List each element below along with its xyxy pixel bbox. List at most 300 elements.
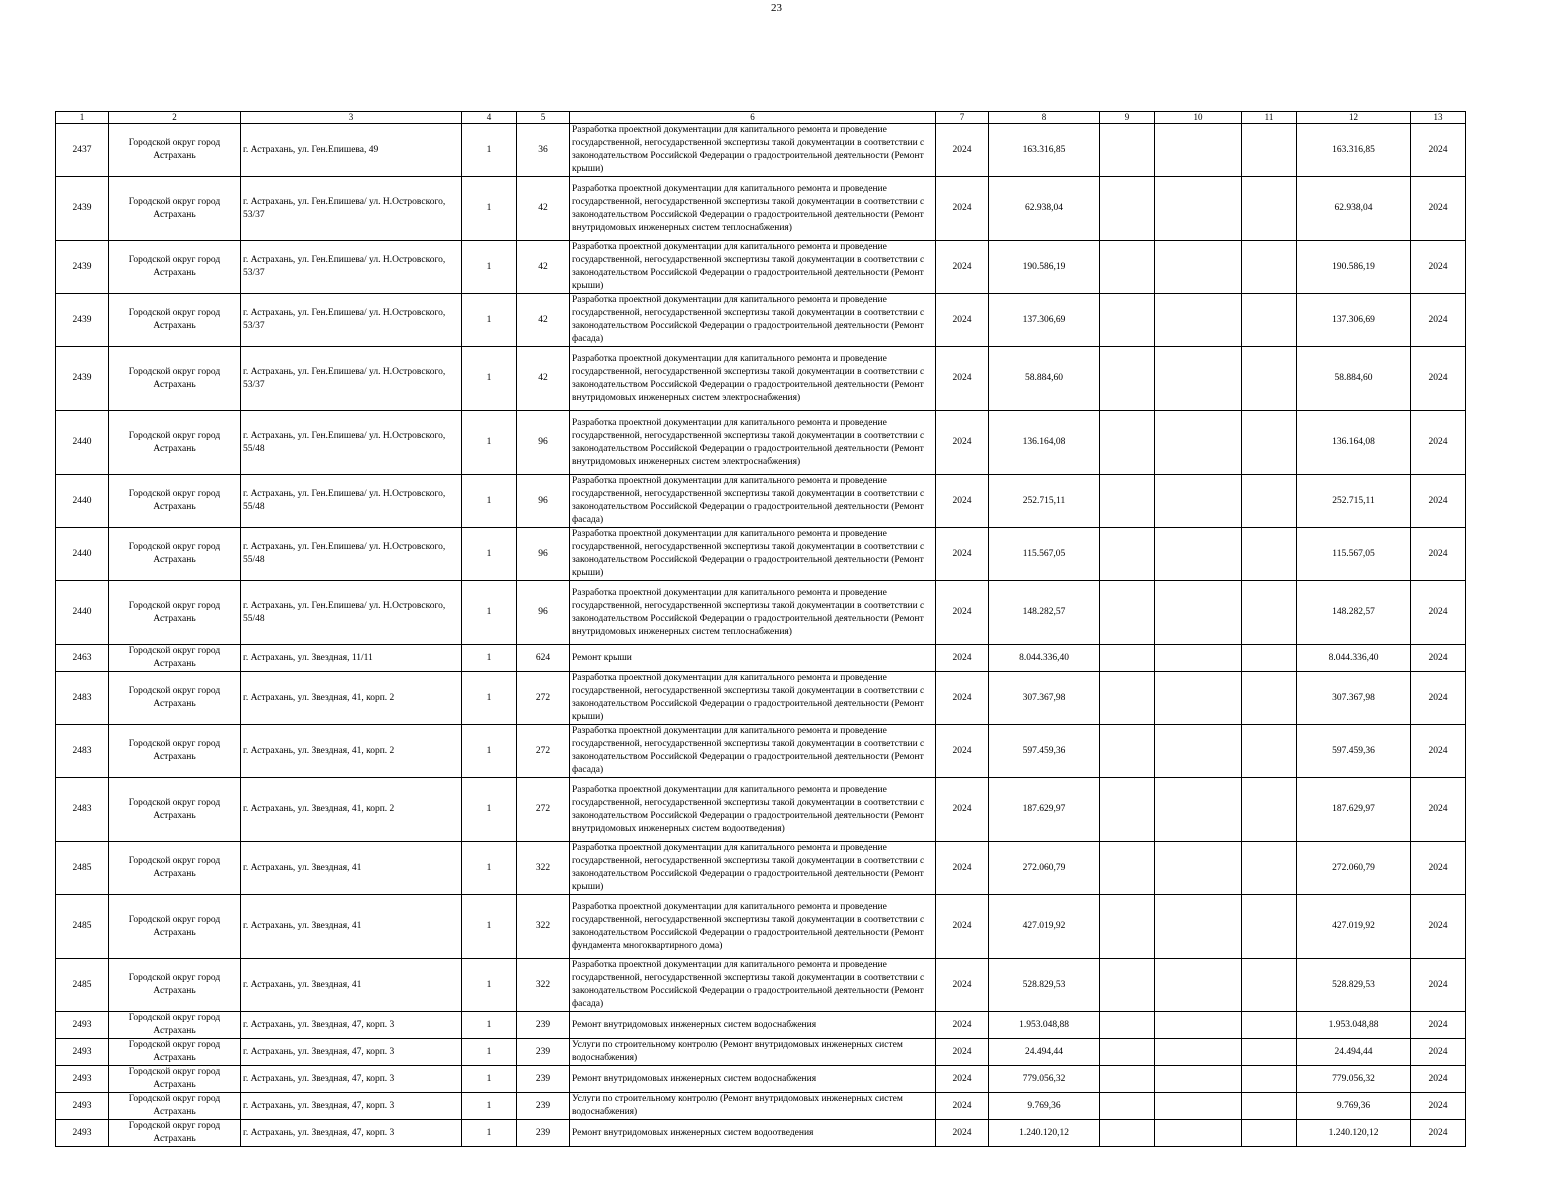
total-cell: 272.060,79 (1297, 842, 1411, 895)
column-9-cell (1100, 1093, 1155, 1120)
amount-cell: 163.316,85 (989, 124, 1100, 177)
completion-year-cell: 2024 (1411, 672, 1466, 725)
column-4-cell: 1 (462, 241, 517, 294)
work-description-cell: Разработка проектной документации для капитального ремонта и проведение государственной, негосударственной экспертизы такой документации в соответствии с законодательством Российской Федерации о градостроительной деятельности (Ремонт внутридомовых инженерных систем электроснабжения) (570, 347, 936, 411)
column-9-cell (1100, 725, 1155, 778)
total-cell: 1.953.048,88 (1297, 1012, 1411, 1039)
work-description-cell: Разработка проектной документации для капитального ремонта и проведение государственной, негосударственной экспертизы такой документации в соответствии с законодательством Российской Федерации о градостроительной деятельности (Ремонт крыши) (570, 672, 936, 725)
address-cell: г. Астрахань, ул. Ген.Епишева/ ул. Н.Островского, 53/37 (241, 294, 462, 347)
column-11-cell (1242, 294, 1297, 347)
year-cell: 2024 (936, 1066, 989, 1093)
total-cell: 163.316,85 (1297, 124, 1411, 177)
municipality-cell: Городской округ город Астрахань (109, 725, 241, 778)
column-header: 5 (517, 112, 570, 124)
address-cell: г. Астрахань, ул. Звездная, 47, корп. 3 (241, 1066, 462, 1093)
municipality-cell: Городской округ город Астрахань (109, 1012, 241, 1039)
address-cell: г. Астрахань, ул. Ген.Епишева/ ул. Н.Островского, 53/37 (241, 241, 462, 294)
amount-cell: 58.884,60 (989, 347, 1100, 411)
row-id-cell: 2440 (56, 528, 109, 581)
total-cell: 779.056,32 (1297, 1066, 1411, 1093)
completion-year-cell: 2024 (1411, 725, 1466, 778)
column-4-cell: 1 (462, 475, 517, 528)
column-header: 4 (462, 112, 517, 124)
address-cell: г. Астрахань, ул. Звездная, 41 (241, 895, 462, 959)
completion-year-cell: 2024 (1411, 581, 1466, 645)
municipality-cell: Городской округ город Астрахань (109, 959, 241, 1012)
column-4-cell: 1 (462, 124, 517, 177)
year-cell: 2024 (936, 895, 989, 959)
column-4-cell: 1 (462, 842, 517, 895)
column-11-cell (1242, 725, 1297, 778)
column-4-cell: 1 (462, 347, 517, 411)
municipality-cell: Городской округ город Астрахань (109, 1120, 241, 1147)
year-cell: 2024 (936, 347, 989, 411)
completion-year-cell: 2024 (1411, 778, 1466, 842)
municipality-cell: Городской округ город Астрахань (109, 581, 241, 645)
table-row (56, 1066, 1466, 1093)
column-10-cell (1155, 528, 1242, 581)
table-row (56, 581, 1466, 645)
total-cell: 136.164,08 (1297, 411, 1411, 475)
amount-cell: 272.060,79 (989, 842, 1100, 895)
work-description-cell: Разработка проектной документации для капитального ремонта и проведение государственной, негосударственной экспертизы такой документации в соответствии с законодательством Российской Федерации о градостроительной деятельности (Ремонт крыши) (570, 241, 936, 294)
column-4-cell: 1 (462, 1120, 517, 1147)
work-description-cell: Ремонт внутридомовых инженерных систем водоснабжения (570, 1012, 936, 1039)
row-id-cell: 2485 (56, 959, 109, 1012)
column-5-cell: 96 (517, 411, 570, 475)
capital-repair-table (55, 111, 1466, 1147)
column-5-cell: 322 (517, 895, 570, 959)
column-4-cell: 1 (462, 294, 517, 347)
column-5-cell: 42 (517, 241, 570, 294)
completion-year-cell: 2024 (1411, 411, 1466, 475)
work-description-cell: Разработка проектной документации для капитального ремонта и проведение государственной, негосударственной экспертизы такой документации в соответствии с законодательством Российской Федерации о градостроительной деятельности (Ремонт крыши) (570, 124, 936, 177)
table-row (56, 1120, 1466, 1147)
column-header: 12 (1297, 112, 1411, 124)
column-9-cell (1100, 347, 1155, 411)
completion-year-cell: 2024 (1411, 241, 1466, 294)
column-10-cell (1155, 895, 1242, 959)
address-cell: г. Астрахань, ул. Ген.Епишева/ ул. Н.Островского, 53/37 (241, 177, 462, 241)
column-4-cell: 1 (462, 177, 517, 241)
year-cell: 2024 (936, 1012, 989, 1039)
column-header: 8 (989, 112, 1100, 124)
column-4-cell: 1 (462, 1066, 517, 1093)
year-cell: 2024 (936, 1039, 989, 1066)
column-9-cell (1100, 1120, 1155, 1147)
column-9-cell (1100, 177, 1155, 241)
column-4-cell: 1 (462, 895, 517, 959)
completion-year-cell: 2024 (1411, 177, 1466, 241)
column-4-cell: 1 (462, 411, 517, 475)
table-row (56, 124, 1466, 177)
row-id-cell: 2439 (56, 177, 109, 241)
column-5-cell: 239 (517, 1039, 570, 1066)
column-header: 13 (1411, 112, 1466, 124)
municipality-cell: Городской округ город Астрахань (109, 778, 241, 842)
work-description-cell: Разработка проектной документации для капитального ремонта и проведение государственной, негосударственной экспертизы такой документации в соответствии с законодательством Российской Федерации о градостроительной деятельности (Ремонт внутридомовых инженерных систем электроснабжения) (570, 411, 936, 475)
amount-cell: 1.953.048,88 (989, 1012, 1100, 1039)
year-cell: 2024 (936, 241, 989, 294)
work-description-cell: Услуги по строительному контролю (Ремонт внутридомовых инженерных систем водоснабжения) (570, 1039, 936, 1066)
year-cell: 2024 (936, 294, 989, 347)
column-header: 10 (1155, 112, 1242, 124)
work-description-cell: Ремонт внутридомовых инженерных систем водоотведения (570, 1120, 936, 1147)
column-10-cell (1155, 959, 1242, 1012)
municipality-cell: Городской округ город Астрахань (109, 842, 241, 895)
municipality-cell: Городской округ город Астрахань (109, 1066, 241, 1093)
column-4-cell: 1 (462, 645, 517, 672)
work-description-cell: Разработка проектной документации для капитального ремонта и проведение государственной, негосударственной экспертизы такой документации в соответствии с законодательством Российской Федерации о градостроительной деятельности (Ремонт фасада) (570, 475, 936, 528)
row-id-cell: 2493 (56, 1012, 109, 1039)
total-cell: 148.282,57 (1297, 581, 1411, 645)
column-10-cell (1155, 294, 1242, 347)
row-id-cell: 2440 (56, 411, 109, 475)
address-cell: г. Астрахань, ул. Звездная, 47, корп. 3 (241, 1039, 462, 1066)
work-description-cell: Ремонт внутридомовых инженерных систем водоснабжения (570, 1066, 936, 1093)
column-11-cell (1242, 645, 1297, 672)
column-11-cell (1242, 475, 1297, 528)
address-cell: г. Астрахань, ул. Звездная, 41, корп. 2 (241, 778, 462, 842)
work-description-cell: Разработка проектной документации для капитального ремонта и проведение государственной, негосударственной экспертизы такой документации в соответствии с законодательством Российской Федерации о градостроительной деятельности (Ремонт крыши) (570, 528, 936, 581)
column-5-cell: 42 (517, 294, 570, 347)
column-header: 11 (1242, 112, 1297, 124)
year-cell: 2024 (936, 1120, 989, 1147)
amount-cell: 148.282,57 (989, 581, 1100, 645)
address-cell: г. Астрахань, ул. Звездная, 41 (241, 959, 462, 1012)
column-5-cell: 239 (517, 1066, 570, 1093)
municipality-cell: Городской округ город Астрахань (109, 1039, 241, 1066)
table-row (56, 895, 1466, 959)
municipality-cell: Городской округ город Астрахань (109, 475, 241, 528)
year-cell: 2024 (936, 528, 989, 581)
total-cell: 528.829,53 (1297, 959, 1411, 1012)
table-row (56, 959, 1466, 1012)
completion-year-cell: 2024 (1411, 294, 1466, 347)
column-11-cell (1242, 124, 1297, 177)
column-5-cell: 272 (517, 778, 570, 842)
column-11-cell (1242, 347, 1297, 411)
municipality-cell: Городской округ город Астрахань (109, 528, 241, 581)
table-row (56, 672, 1466, 725)
work-description-cell: Ремонт крыши (570, 645, 936, 672)
total-cell: 190.586,19 (1297, 241, 1411, 294)
column-number-header-row (56, 112, 1466, 124)
column-4-cell: 1 (462, 778, 517, 842)
column-header: 7 (936, 112, 989, 124)
table-row (56, 842, 1466, 895)
address-cell: г. Астрахань, ул. Звездная, 41, корп. 2 (241, 672, 462, 725)
municipality-cell: Городской округ город Астрахань (109, 895, 241, 959)
column-11-cell (1242, 177, 1297, 241)
column-11-cell (1242, 842, 1297, 895)
municipality-cell: Городской округ город Астрахань (109, 645, 241, 672)
year-cell: 2024 (936, 672, 989, 725)
amount-cell: 187.629,97 (989, 778, 1100, 842)
column-4-cell: 1 (462, 1039, 517, 1066)
row-id-cell: 2439 (56, 347, 109, 411)
column-11-cell (1242, 672, 1297, 725)
total-cell: 252.715,11 (1297, 475, 1411, 528)
column-5-cell: 322 (517, 959, 570, 1012)
column-9-cell (1100, 778, 1155, 842)
amount-cell: 528.829,53 (989, 959, 1100, 1012)
column-9-cell (1100, 411, 1155, 475)
completion-year-cell: 2024 (1411, 347, 1466, 411)
row-id-cell: 2493 (56, 1039, 109, 1066)
table-row (56, 528, 1466, 581)
table-row (56, 347, 1466, 411)
row-id-cell: 2483 (56, 672, 109, 725)
column-header: 6 (570, 112, 936, 124)
completion-year-cell: 2024 (1411, 842, 1466, 895)
column-4-cell: 1 (462, 1093, 517, 1120)
column-9-cell (1100, 1012, 1155, 1039)
completion-year-cell: 2024 (1411, 959, 1466, 1012)
year-cell: 2024 (936, 177, 989, 241)
municipality-cell: Городской округ город Астрахань (109, 177, 241, 241)
total-cell: 9.769,36 (1297, 1093, 1411, 1120)
table-row (56, 645, 1466, 672)
column-10-cell (1155, 1039, 1242, 1066)
address-cell: г. Астрахань, ул. Звездная, 47, корп. 3 (241, 1120, 462, 1147)
column-5-cell: 36 (517, 124, 570, 177)
column-9-cell (1100, 645, 1155, 672)
column-10-cell (1155, 725, 1242, 778)
column-5-cell: 272 (517, 725, 570, 778)
work-description-cell: Услуги по строительному контролю (Ремонт внутридомовых инженерных систем водоснабжения) (570, 1093, 936, 1120)
address-cell: г. Астрахань, ул. Звездная, 47, корп. 3 (241, 1012, 462, 1039)
column-header: 9 (1100, 112, 1155, 124)
column-9-cell (1100, 241, 1155, 294)
total-cell: 115.567,05 (1297, 528, 1411, 581)
column-10-cell (1155, 778, 1242, 842)
amount-cell: 427.019,92 (989, 895, 1100, 959)
column-header: 3 (241, 112, 462, 124)
column-header: 2 (109, 112, 241, 124)
completion-year-cell: 2024 (1411, 1120, 1466, 1147)
year-cell: 2024 (936, 725, 989, 778)
column-10-cell (1155, 842, 1242, 895)
column-9-cell (1100, 124, 1155, 177)
municipality-cell: Городской округ город Астрахань (109, 124, 241, 177)
column-5-cell: 322 (517, 842, 570, 895)
address-cell: г. Астрахань, ул. Ген.Епишева/ ул. Н.Островского, 55/48 (241, 411, 462, 475)
total-cell: 427.019,92 (1297, 895, 1411, 959)
amount-cell: 137.306,69 (989, 294, 1100, 347)
table-body (56, 124, 1466, 1147)
column-9-cell (1100, 672, 1155, 725)
table-row (56, 411, 1466, 475)
table-row (56, 1039, 1466, 1066)
column-5-cell: 96 (517, 528, 570, 581)
column-10-cell (1155, 241, 1242, 294)
column-10-cell (1155, 347, 1242, 411)
table-row (56, 1012, 1466, 1039)
column-11-cell (1242, 1093, 1297, 1120)
row-id-cell: 2485 (56, 895, 109, 959)
row-id-cell: 2493 (56, 1120, 109, 1147)
row-id-cell: 2463 (56, 645, 109, 672)
address-cell: г. Астрахань, ул. Ген.Епишева/ ул. Н.Островского, 55/48 (241, 528, 462, 581)
column-10-cell (1155, 672, 1242, 725)
year-cell: 2024 (936, 778, 989, 842)
amount-cell: 62.938,04 (989, 177, 1100, 241)
address-cell: г. Астрахань, ул. Звездная, 47, корп. 3 (241, 1093, 462, 1120)
row-id-cell: 2485 (56, 842, 109, 895)
column-9-cell (1100, 1039, 1155, 1066)
column-9-cell (1100, 959, 1155, 1012)
total-cell: 62.938,04 (1297, 177, 1411, 241)
column-4-cell: 1 (462, 725, 517, 778)
column-11-cell (1242, 581, 1297, 645)
row-id-cell: 2493 (56, 1093, 109, 1120)
column-11-cell (1242, 411, 1297, 475)
column-9-cell (1100, 528, 1155, 581)
table-row (56, 475, 1466, 528)
column-4-cell: 1 (462, 672, 517, 725)
year-cell: 2024 (936, 645, 989, 672)
amount-cell: 1.240.120,12 (989, 1120, 1100, 1147)
municipality-cell: Городской округ город Астрахань (109, 411, 241, 475)
amount-cell: 307.367,98 (989, 672, 1100, 725)
work-description-cell: Разработка проектной документации для капитального ремонта и проведение государственной, негосударственной экспертизы такой документации в соответствии с законодательством Российской Федерации о градостроительной деятельности (Ремонт внутридомовых инженерных систем водоотведения) (570, 778, 936, 842)
column-9-cell (1100, 581, 1155, 645)
address-cell: г. Астрахань, ул. Звездная, 41 (241, 842, 462, 895)
column-9-cell (1100, 895, 1155, 959)
row-id-cell: 2483 (56, 725, 109, 778)
column-11-cell (1242, 1012, 1297, 1039)
column-9-cell (1100, 842, 1155, 895)
completion-year-cell: 2024 (1411, 645, 1466, 672)
municipality-cell: Городской округ город Астрахань (109, 672, 241, 725)
column-5-cell: 239 (517, 1093, 570, 1120)
row-id-cell: 2440 (56, 581, 109, 645)
row-id-cell: 2483 (56, 778, 109, 842)
municipality-cell: Городской округ город Астрахань (109, 241, 241, 294)
total-cell: 24.494,44 (1297, 1039, 1411, 1066)
column-4-cell: 1 (462, 581, 517, 645)
column-5-cell: 96 (517, 475, 570, 528)
completion-year-cell: 2024 (1411, 528, 1466, 581)
column-10-cell (1155, 1120, 1242, 1147)
amount-cell: 9.769,36 (989, 1093, 1100, 1120)
total-cell: 597.459,36 (1297, 725, 1411, 778)
column-11-cell (1242, 528, 1297, 581)
table-row (56, 177, 1466, 241)
column-10-cell (1155, 411, 1242, 475)
column-5-cell: 239 (517, 1120, 570, 1147)
amount-cell: 136.164,08 (989, 411, 1100, 475)
completion-year-cell: 2024 (1411, 124, 1466, 177)
completion-year-cell: 2024 (1411, 475, 1466, 528)
column-5-cell: 239 (517, 1012, 570, 1039)
column-4-cell: 1 (462, 1012, 517, 1039)
completion-year-cell: 2024 (1411, 1012, 1466, 1039)
total-cell: 58.884,60 (1297, 347, 1411, 411)
column-10-cell (1155, 475, 1242, 528)
column-11-cell (1242, 241, 1297, 294)
column-9-cell (1100, 475, 1155, 528)
column-10-cell (1155, 124, 1242, 177)
work-description-cell: Разработка проектной документации для капитального ремонта и проведение государственной, негосударственной экспертизы такой документации в соответствии с законодательством Российской Федерации о градостроительной деятельности (Ремонт фасада) (570, 294, 936, 347)
column-10-cell (1155, 1012, 1242, 1039)
amount-cell: 24.494,44 (989, 1039, 1100, 1066)
amount-cell: 779.056,32 (989, 1066, 1100, 1093)
row-id-cell: 2440 (56, 475, 109, 528)
year-cell: 2024 (936, 581, 989, 645)
column-11-cell (1242, 778, 1297, 842)
municipality-cell: Городской округ город Астрахань (109, 294, 241, 347)
column-11-cell (1242, 1039, 1297, 1066)
address-cell: г. Астрахань, ул. Ген.Епишева, 49 (241, 124, 462, 177)
amount-cell: 115.567,05 (989, 528, 1100, 581)
year-cell: 2024 (936, 475, 989, 528)
address-cell: г. Астрахань, ул. Ген.Епишева/ ул. Н.Островского, 55/48 (241, 475, 462, 528)
work-description-cell: Разработка проектной документации для капитального ремонта и проведение государственной, негосударственной экспертизы такой документации в соответствии с законодательством Российской Федерации о градостроительной деятельности (Ремонт внутридомовых инженерных систем теплоснабжения) (570, 581, 936, 645)
column-10-cell (1155, 645, 1242, 672)
column-header: 1 (56, 112, 109, 124)
column-11-cell (1242, 959, 1297, 1012)
row-id-cell: 2493 (56, 1066, 109, 1093)
work-description-cell: Разработка проектной документации для капитального ремонта и проведение государственной, негосударственной экспертизы такой документации в соответствии с законодательством Российской Федерации о градостроительной деятельности (Ремонт фасада) (570, 959, 936, 1012)
year-cell: 2024 (936, 1093, 989, 1120)
column-11-cell (1242, 1120, 1297, 1147)
column-9-cell (1100, 1066, 1155, 1093)
total-cell: 8.044.336,40 (1297, 645, 1411, 672)
column-9-cell (1100, 294, 1155, 347)
year-cell: 2024 (936, 411, 989, 475)
total-cell: 187.629,97 (1297, 778, 1411, 842)
column-10-cell (1155, 581, 1242, 645)
total-cell: 137.306,69 (1297, 294, 1411, 347)
completion-year-cell: 2024 (1411, 1066, 1466, 1093)
work-description-cell: Разработка проектной документации для капитального ремонта и проведение государственной, негосударственной экспертизы такой документации в соответствии с законодательством Российской Федерации о градостроительной деятельности (Ремонт крыши) (570, 842, 936, 895)
completion-year-cell: 2024 (1411, 1039, 1466, 1066)
year-cell: 2024 (936, 124, 989, 177)
year-cell: 2024 (936, 959, 989, 1012)
work-description-cell: Разработка проектной документации для капитального ремонта и проведение государственной, негосударственной экспертизы такой документации в соответствии с законодательством Российской Федерации о градостроительной деятельности (Ремонт фасада) (570, 725, 936, 778)
address-cell: г. Астрахань, ул. Ген.Епишева/ ул. Н.Островского, 55/48 (241, 581, 462, 645)
table-row (56, 1093, 1466, 1120)
row-id-cell: 2437 (56, 124, 109, 177)
table-row (56, 725, 1466, 778)
amount-cell: 597.459,36 (989, 725, 1100, 778)
column-10-cell (1155, 177, 1242, 241)
address-cell: г. Астрахань, ул. Звездная, 11/11 (241, 645, 462, 672)
column-10-cell (1155, 1093, 1242, 1120)
column-11-cell (1242, 895, 1297, 959)
work-description-cell: Разработка проектной документации для капитального ремонта и проведение государственной, негосударственной экспертизы такой документации в соответствии с законодательством Российской Федерации о градостроительной деятельности (Ремонт внутридомовых инженерных систем теплоснабжения) (570, 177, 936, 241)
amount-cell: 190.586,19 (989, 241, 1100, 294)
completion-year-cell: 2024 (1411, 895, 1466, 959)
amount-cell: 8.044.336,40 (989, 645, 1100, 672)
column-5-cell: 42 (517, 177, 570, 241)
work-description-cell: Разработка проектной документации для капитального ремонта и проведение государственной, негосударственной экспертизы такой документации в соответствии с законодательством Российской Федерации о градостроительной деятельности (Ремонт фундамента многоквартирного дома) (570, 895, 936, 959)
column-11-cell (1242, 1066, 1297, 1093)
column-4-cell: 1 (462, 959, 517, 1012)
address-cell: г. Астрахань, ул. Звездная, 41, корп. 2 (241, 725, 462, 778)
column-5-cell: 624 (517, 645, 570, 672)
page-number: 23 (771, 2, 782, 14)
address-cell: г. Астрахань, ул. Ген.Епишева/ ул. Н.Островского, 53/37 (241, 347, 462, 411)
year-cell: 2024 (936, 842, 989, 895)
row-id-cell: 2439 (56, 294, 109, 347)
column-5-cell: 96 (517, 581, 570, 645)
total-cell: 307.367,98 (1297, 672, 1411, 725)
column-10-cell (1155, 1066, 1242, 1093)
table-row (56, 778, 1466, 842)
